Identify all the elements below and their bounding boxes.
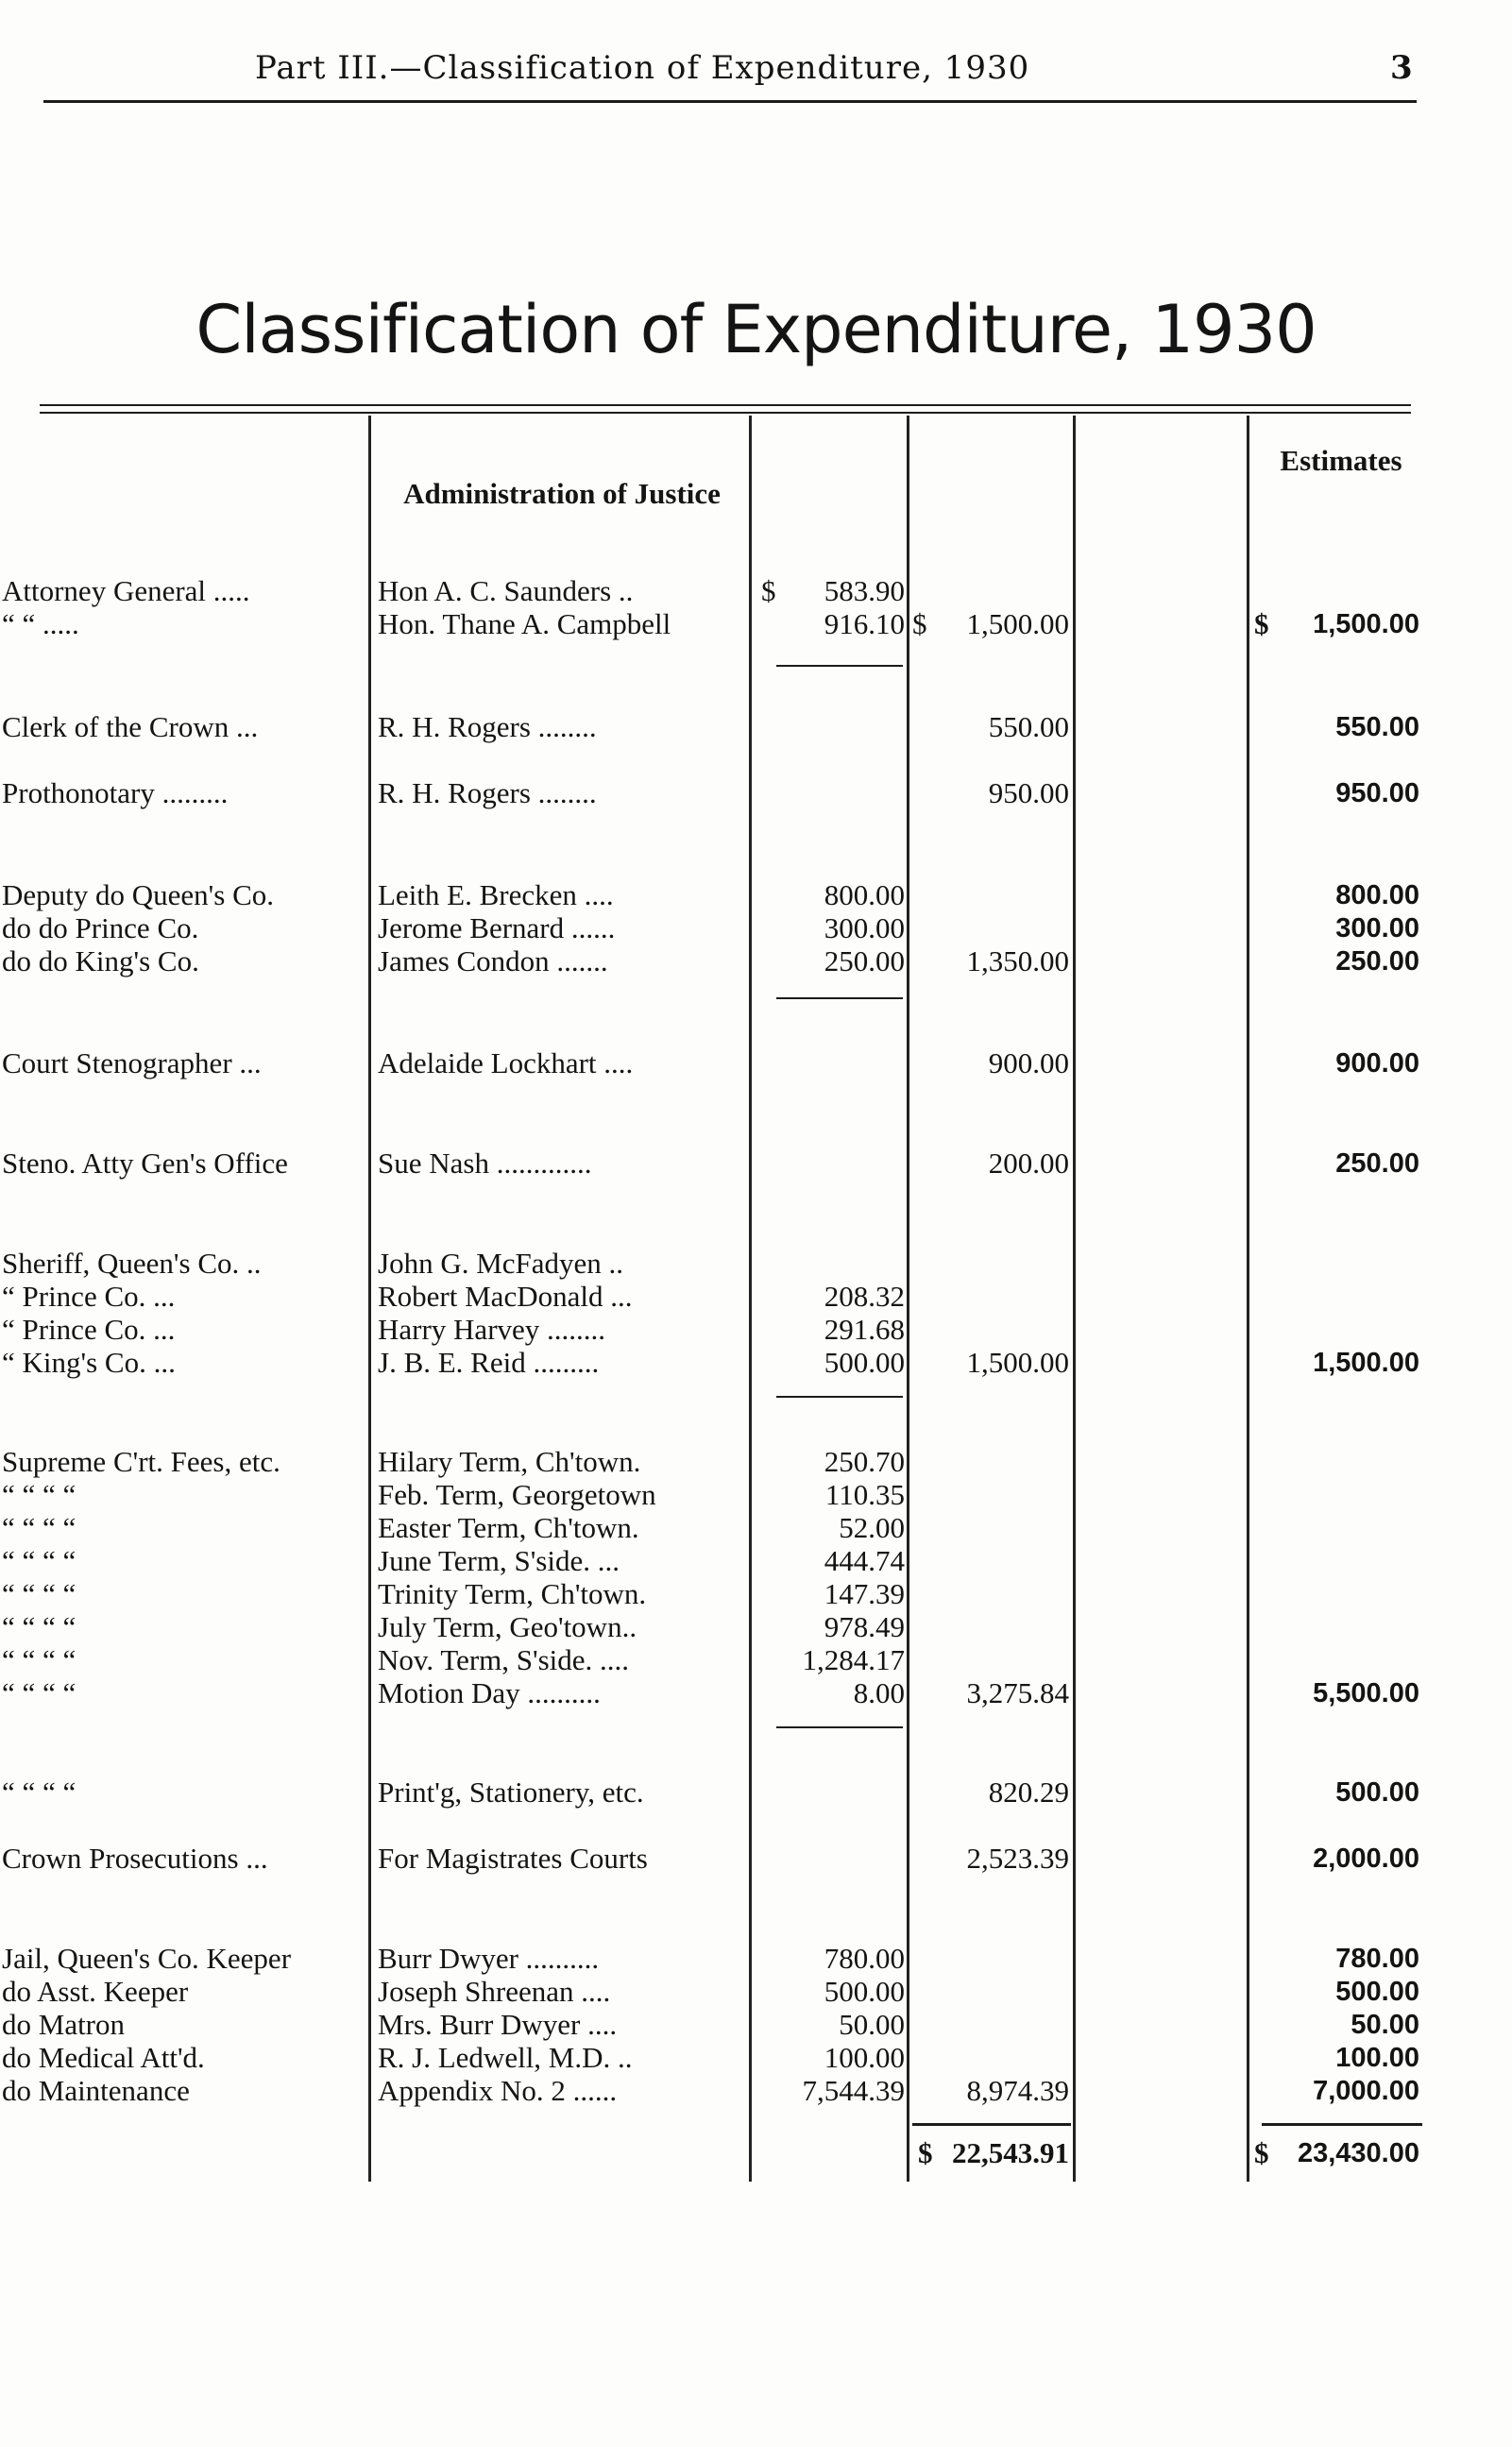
row-total: 1,500.00 — [966, 1346, 1069, 1379]
row-label: Prothonotary ......... — [2, 776, 229, 809]
subtotal-rule — [776, 997, 903, 999]
row-total — [914, 1544, 1069, 1578]
row-label: Court Stenographer ... — [2, 1046, 262, 1079]
row-estimate — [1264, 1247, 1419, 1281]
row-estimate — [1264, 1313, 1419, 1347]
row-payee: Sue Nash ............. — [378, 1147, 592, 1180]
row-estimate — [1264, 574, 1419, 608]
row-estimate — [1264, 1280, 1419, 1314]
row-total — [914, 2041, 1069, 2075]
row-payee: Hilary Term, Ch'town. — [378, 1445, 641, 1478]
row-amount: 250.00 — [824, 944, 905, 977]
subtotal-rule — [776, 1396, 903, 1398]
row-total — [914, 911, 1069, 945]
row-estimate — [1264, 1610, 1419, 1644]
row-estimate: 800.00 — [1335, 880, 1419, 910]
row-total: 1,350.00 — [966, 944, 1069, 977]
row-payee: Appendix No. 2 ...... — [378, 2074, 618, 2107]
row-amount — [756, 1842, 905, 1876]
row-payee: R. H. Rogers ........ — [378, 710, 597, 743]
row-amount: 52.00 — [839, 1511, 905, 1544]
total-currency: $ — [912, 607, 927, 640]
row-payee: Harry Harvey ........ — [378, 1313, 606, 1346]
title-rule-bottom — [40, 412, 1411, 414]
row-total: 820.29 — [988, 1776, 1069, 1809]
row-estimate: 550.00 — [1335, 712, 1419, 742]
row-amount — [756, 1147, 905, 1181]
row-estimate — [1264, 1478, 1419, 1512]
row-amount: 250.70 — [824, 1445, 905, 1478]
row-amount — [756, 1247, 905, 1281]
row-amount: 780.00 — [824, 1942, 905, 1975]
row-label: “ “ “ “ — [2, 1610, 76, 1643]
row-total — [914, 1280, 1069, 1314]
row-label: do Matron — [2, 2008, 126, 2041]
column-divider-amount — [907, 416, 909, 2182]
row-label: “ Prince Co. ... — [2, 1280, 176, 1313]
row-label: Supreme C'rt. Fees, etc. — [2, 1445, 280, 1478]
row-payee: Print'g, Stationery, etc. — [378, 1776, 644, 1809]
grand-total-rule — [912, 2123, 1071, 2126]
row-payee: R. J. Ledwell, M.D. .. — [378, 2041, 633, 2074]
grand-total-currency: $ — [918, 2136, 933, 2169]
payee-column-header: Administration of Justice — [403, 477, 721, 510]
row-payee: Nov. Term, S'side. .... — [378, 1643, 630, 1676]
row-label: do do King's Co. — [2, 944, 199, 977]
row-total: 1,500.00 — [966, 607, 1069, 640]
row-total: 8,974.39 — [966, 2074, 1069, 2107]
title-rule-top — [40, 404, 1411, 406]
row-payee: Robert MacDonald ... — [378, 1280, 633, 1313]
running-head-rule — [43, 100, 1417, 103]
row-label: Crown Prosecutions ... — [2, 1842, 268, 1875]
row-estimate: 5,500.00 — [1313, 1678, 1419, 1708]
row-amount: 800.00 — [824, 878, 905, 911]
row-estimate: 300.00 — [1335, 913, 1419, 943]
column-divider-estimate — [1247, 416, 1249, 2182]
row-payee: Motion Day .......... — [378, 1676, 601, 1709]
row-total — [914, 1445, 1069, 1479]
row-label: “ Prince Co. ... — [2, 1313, 176, 1346]
row-amount — [756, 710, 905, 744]
page-title: Classification of Expenditure, 1930 — [195, 291, 1317, 368]
row-label: “ “ “ “ — [2, 1577, 76, 1610]
row-estimate — [1264, 1577, 1419, 1611]
row-label: do Maintenance — [2, 2074, 190, 2107]
row-payee: James Condon ....... — [378, 944, 608, 977]
row-payee: Feb. Term, Georgetown — [378, 1478, 656, 1511]
row-total — [914, 1643, 1069, 1677]
row-amount — [756, 1046, 905, 1080]
row-amount: 978.49 — [824, 1610, 905, 1643]
row-total: 900.00 — [988, 1046, 1069, 1079]
row-total — [914, 1511, 1069, 1545]
row-label: do do Prince Co. — [2, 911, 199, 944]
row-label: “ “ “ “ — [2, 1776, 76, 1809]
row-estimate: 250.00 — [1335, 946, 1419, 977]
row-estimate: 250.00 — [1335, 1148, 1419, 1179]
row-label: Deputy do Queen's Co. — [2, 878, 274, 911]
row-estimate — [1264, 1511, 1419, 1545]
row-amount: 50.00 — [839, 2008, 905, 2041]
row-amount: 110.35 — [824, 1478, 905, 1511]
grand-total-value: 22,543.91 — [952, 2136, 1069, 2169]
row-estimate: 7,000.00 — [1313, 2076, 1419, 2106]
running-head-title: Part III.—Classification of Expenditure, 1930 — [255, 49, 1030, 87]
row-payee: Leith E. Brecken .... — [378, 878, 614, 911]
row-payee: Burr Dwyer .......... — [378, 1942, 600, 1975]
row-estimate: 500.00 — [1335, 1977, 1419, 2007]
row-label: Jail, Queen's Co. Keeper — [2, 1942, 292, 1975]
row-payee: Hon A. C. Saunders .. — [378, 574, 634, 607]
row-estimate: 100.00 — [1335, 2043, 1419, 2073]
row-total — [914, 2008, 1069, 2042]
row-amount: 1,284.17 — [802, 1643, 905, 1676]
row-amount: 7,544.39 — [802, 2074, 905, 2107]
row-label: “ “ “ “ — [2, 1676, 76, 1709]
row-amount: 8.00 — [853, 1676, 905, 1709]
subtotal-rule — [776, 665, 903, 667]
row-estimate: 1,500.00 — [1313, 1348, 1419, 1378]
row-payee: July Term, Geo'town.. — [378, 1610, 637, 1643]
row-estimate: 900.00 — [1335, 1048, 1419, 1079]
row-label: “ “ “ “ — [2, 1544, 76, 1577]
row-total — [914, 1942, 1069, 1976]
row-total — [914, 1247, 1069, 1281]
row-estimate: 1,500.00 — [1313, 609, 1419, 639]
row-total — [914, 1577, 1069, 1611]
row-label: do Asst. Keeper — [2, 1975, 189, 2008]
row-payee: Easter Term, Ch'town. — [378, 1511, 639, 1544]
row-total — [914, 1975, 1069, 2009]
row-total: 550.00 — [988, 710, 1069, 743]
row-label: “ “ “ “ — [2, 1643, 76, 1676]
row-label: “ “ “ “ — [2, 1511, 76, 1544]
row-amount: 100.00 — [824, 2041, 905, 2074]
row-amount: 500.00 — [824, 1346, 905, 1379]
row-label: “ “ “ “ — [2, 1478, 76, 1511]
row-payee: Jerome Bernard ...... — [378, 911, 616, 944]
row-amount: 916.10 — [824, 607, 905, 640]
row-payee: Adelaide Lockhart .... — [378, 1046, 634, 1079]
row-amount: 147.39 — [824, 1577, 905, 1610]
column-divider-label — [368, 416, 371, 2182]
row-total — [914, 1313, 1069, 1347]
row-amount: 583.90 — [824, 574, 905, 607]
page-number: 3 — [1390, 49, 1414, 87]
row-total: 2,523.39 — [966, 1842, 1069, 1875]
row-total: 200.00 — [988, 1147, 1069, 1180]
row-payee: For Magistrates Courts — [378, 1842, 648, 1875]
estimate-currency: $ — [1254, 607, 1269, 640]
row-estimate: 2,000.00 — [1313, 1844, 1419, 1874]
column-divider-payee — [749, 416, 752, 2182]
estimates-column-header: Estimates — [1280, 444, 1402, 477]
row-payee: Joseph Shreenan .... — [378, 1975, 611, 2008]
row-amount: 300.00 — [824, 911, 905, 944]
row-payee: Hon. Thane A. Campbell — [378, 607, 671, 640]
row-payee: June Term, S'side. ... — [378, 1544, 620, 1577]
row-amount: 291.68 — [824, 1313, 905, 1346]
row-payee: Trinity Term, Ch'town. — [378, 1577, 647, 1610]
row-total — [914, 1610, 1069, 1644]
row-total: 3,275.84 — [966, 1676, 1069, 1709]
running-head — [0, 49, 1512, 87]
row-label: do Medical Att'd. — [2, 2041, 205, 2074]
row-payee: Mrs. Burr Dwyer .... — [378, 2008, 618, 2041]
row-amount — [756, 776, 905, 810]
row-total — [914, 878, 1069, 912]
row-label: Attorney General ..... — [2, 574, 250, 607]
row-estimate — [1264, 1643, 1419, 1677]
row-estimate — [1264, 1445, 1419, 1479]
row-estimate — [1264, 1544, 1419, 1578]
row-label: Sheriff, Queen's Co. .. — [2, 1247, 262, 1280]
amount-currency: $ — [761, 574, 776, 607]
row-label: “ King's Co. ... — [2, 1346, 176, 1379]
subtotal-rule — [776, 1726, 903, 1728]
grand-estimate-value: 23,430.00 — [1297, 2138, 1419, 2168]
row-estimate: 50.00 — [1351, 2010, 1419, 2040]
row-total — [914, 574, 1069, 608]
row-amount: 500.00 — [824, 1975, 905, 2008]
row-estimate: 780.00 — [1335, 1944, 1419, 1974]
row-label: Clerk of the Crown ... — [2, 710, 259, 743]
row-estimate: 500.00 — [1335, 1777, 1419, 1808]
row-amount: 444.74 — [824, 1544, 905, 1577]
row-label: Steno. Atty Gen's Office — [2, 1147, 288, 1180]
row-amount — [756, 1776, 905, 1810]
grand-estimate-rule — [1262, 2123, 1422, 2126]
row-payee: John G. McFadyen .. — [378, 1247, 624, 1280]
row-estimate: 950.00 — [1335, 778, 1419, 808]
row-total — [914, 1478, 1069, 1512]
row-payee: R. H. Rogers ........ — [378, 776, 597, 809]
row-total: 950.00 — [988, 776, 1069, 809]
row-amount: 208.32 — [824, 1280, 905, 1313]
grand-estimate-currency: $ — [1254, 2136, 1269, 2169]
row-label: “ “ ..... — [2, 607, 79, 640]
row-payee: J. B. E. Reid ......... — [378, 1346, 600, 1379]
column-divider-total — [1073, 416, 1076, 2182]
